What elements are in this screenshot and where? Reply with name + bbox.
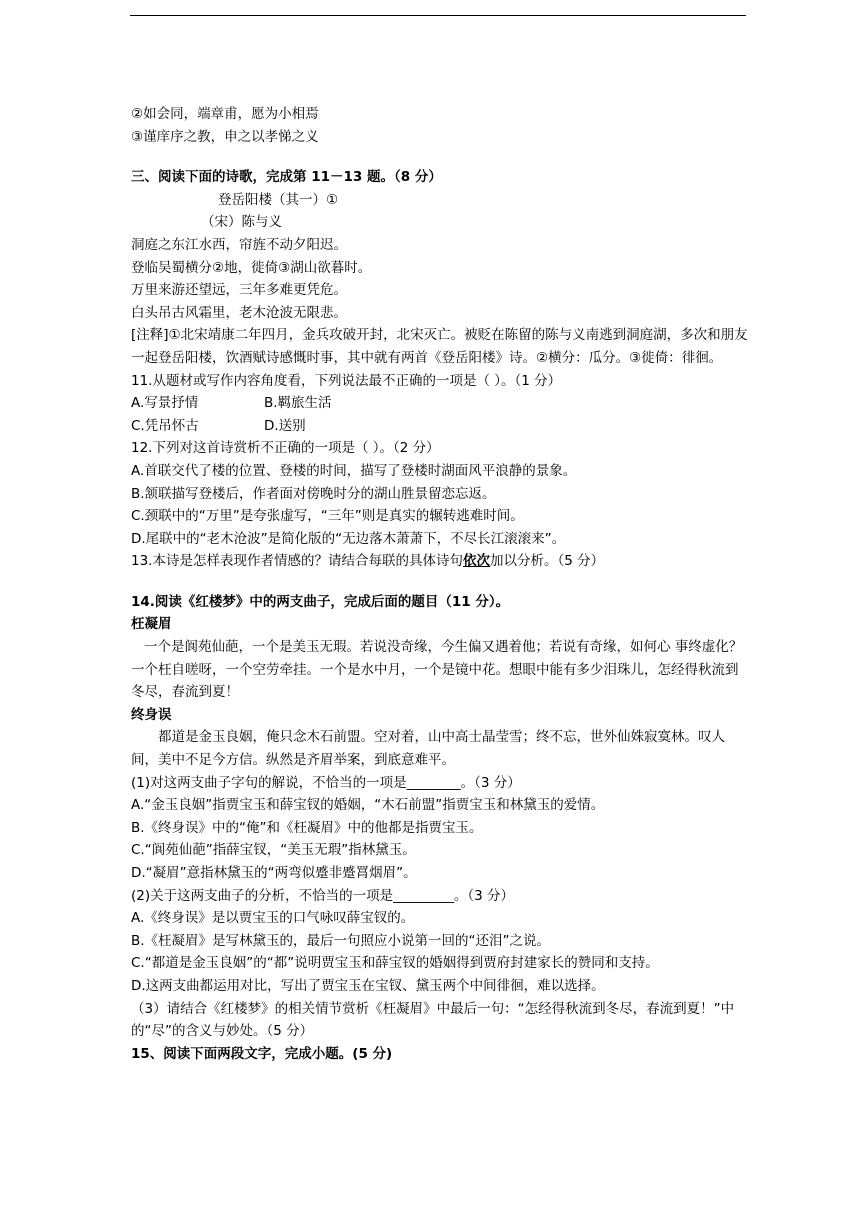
q11-option-b: B.羁旅生活 [264, 395, 332, 412]
q12-option-d: D.尾联中的“老木沧波”是简化版的“无边落木萧萧下，不尽长江滚滚来”。 [131, 530, 566, 547]
section-14-heading: 14.阅读《红楼梦》中的两支曲子，完成后面的题目（11 分）。 [131, 593, 510, 610]
poem-note: [注释]①北宋靖康二年四月，金兵攻破开封，北宋灭亡。被贬在陈留的陈与义南逃到洞庭湖，多次和朋友一起登岳阳楼，饮酒赋诗感慨时事，其中就有两首《登岳阳楼》诗。②横分：瓜分。③徙倚：徘徊。 [131, 327, 748, 366]
q12-option-c: C.颈联中的“万里”是夸张虚写，“三年”则是真实的辗转逃难时间。 [131, 508, 524, 525]
q11-option-a: A.写景抒情 [131, 395, 199, 412]
q14-1-option-c: C.“阆苑仙葩”指薛宝钗，“美玉无瑕”指林黛玉。 [131, 842, 416, 859]
poem-title: 登岳阳楼（其一）① [218, 191, 339, 208]
q11-options-row-2 [131, 415, 751, 438]
q12-option-a: A.首联交代了楼的位置、登楼的时间，描写了登楼时湖面风平浪静的景象。 [131, 462, 577, 479]
q11-stem: 11.从题材或写作内容角度看，下列说法最不正确的一项是（ ）。（1 分） [131, 372, 562, 389]
q12-option-b: B.颔联描写登楼后，作者面对傍晚时分的湖山胜景留恋忘返。 [131, 485, 496, 502]
q11-option-c: C.凭吊怀古 [131, 417, 199, 434]
poem-line-2: 登临吴蜀横分②地，徙倚③湖山欲暮时。 [131, 259, 372, 276]
song-1-title: 枉凝眉 [131, 616, 172, 633]
q11-option-d: D.送别 [264, 417, 306, 434]
q13-stem-pre: 13.本诗是怎样表现作者情感的？请结合每联的具体诗句 [131, 553, 463, 570]
song-2-text: 都道是金玉良姻，俺只念木石前盟。空对着，山中高士晶莹雪；终不忘，世外仙姝寂寞林。叹人间，美中不足今方信。纵然是齐眉举案，到底意难平。 [131, 729, 725, 769]
header-rule [130, 15, 746, 16]
document-body [131, 103, 751, 1065]
q14-2-option-b: B.《枉凝眉》是写林黛玉的，最后一句照应小说第一回的“还泪”之说。 [131, 932, 551, 949]
q14-2-stem: (2)关于这两支曲子的分析，不恰当的一项是_________。（3 分） [131, 887, 515, 904]
q14-1-option-b: B.《终身误》中的“俺”和《枉凝眉》中的他都是指贾宝玉。 [131, 819, 483, 836]
q13-stem [131, 550, 751, 573]
section-15-heading: 15、阅读下面两段文字，完成小题。(5 分) [131, 1045, 393, 1062]
section-3-heading: 三、阅读下面的诗歌，完成第 11－13 题。（8 分） [131, 169, 442, 186]
q11-options-row-1 [131, 392, 751, 415]
song-2-title: 终身误 [131, 706, 172, 723]
poem-line-1: 洞庭之东江水西，帘旌不动夕阳迟。 [131, 236, 347, 253]
q14-1-option-d: D.“凝眉”意指林黛玉的“两弯似蹙非蹙罥烟眉”。 [131, 865, 417, 881]
poem-line-3: 万里来游还望远，三年多难更凭危。 [131, 282, 347, 299]
q14-1-stem: (1)对这两支曲子字句的解说，不恰当的一项是________。（3 分） [131, 774, 521, 791]
q12-stem: 12.下列对这首诗赏析不正确的一项是（ ）。（2 分） [131, 440, 440, 457]
q14-2-option-d: D.这两支曲都运用对比，写出了贾宝玉在宝钗、黛玉两个中间徘徊，难以选择。 [131, 977, 605, 994]
poem-author: （宋）陈与义 [201, 214, 282, 231]
q14-2-option-c: C.“都道是金玉良姻”的“都”说明贾宝玉和薛宝钗的婚姻得到贾府封建家长的赞同和支持。 [131, 955, 659, 972]
q14-3-stem: （3）请结合《红楼梦》的相关情节赏析《枉凝眉》中最后一句：“怎经得秋流到冬尽，春流到夏！”中的“尽”的含义与妙处。（5 分） [131, 1000, 735, 1040]
q14-2-option-a: A.《终身误》是以贾宝玉的口气咏叹薛宝钗的。 [131, 910, 415, 927]
q14-1-option-a: A.“金玉良姻”指贾宝玉和薛宝钗的婚姻，“木石前盟”指贾宝玉和林黛玉的爱情。 [131, 797, 605, 814]
poem-line-4: 白头吊古风霜里，老木沧波无限悲。 [131, 304, 347, 321]
sentence-3: ③谨庠序之教，申之以孝悌之义 [131, 128, 319, 145]
song-1-text: 一个是阆苑仙葩，一个是美玉无瑕。若说没奇缘，今生偏又遇着他；若说有奇缘，如何心 事终虚化？一个枉自嗟呀，一个空劳牵挂。一个是水中月，一个是镜中花。想眼中能有多少泪珠儿，怎经得秋流到冬尽，春流到夏！ [131, 639, 743, 701]
q13-stem-key: 依次 [462, 553, 490, 570]
q13-stem-post: 加以分析。（5 分） [489, 553, 605, 570]
sentence-2: ②如会同，端章甫，愿为小相焉 [131, 106, 319, 122]
